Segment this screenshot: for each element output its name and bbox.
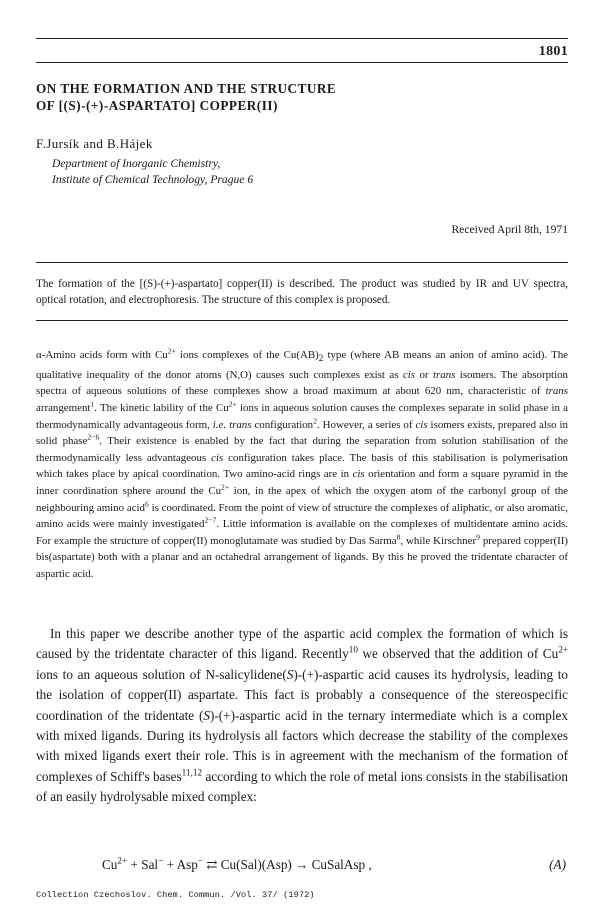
received-date: Received April 8th, 1971 bbox=[451, 223, 568, 236]
abstract-bottom-rule bbox=[36, 320, 568, 321]
ref-10: 10 bbox=[348, 645, 358, 656]
abstract-top-rule bbox=[36, 262, 568, 263]
ref-6: 6 bbox=[145, 498, 149, 508]
affiliation bbox=[52, 156, 253, 188]
body-paragraph: In this paper we describe another type of the aspartic acid complex the formation of which is caused by the tridentate character of this ligand. Recently$^{10}$ we observed that the addition of $Cu^{2+}$ ions to an aqueous solution of N-salicylidene(S)-(+)-aspartic acid causes its hydrolysis, leading to the isolation of copper(II) aspartate. This fact is probably a consequence of the stereospecific coordination of the tridentate (S)-(+)-aspartic acid in the ternary intermediate which is a complex with mixed ligands. During its hydrolysis all factors which decrease the stability of the complexes with mixed ligands exert their role. This is in agreement with the mechanism of the formation of complexes of Schiff's bases$^{11,12}$ according to which the role of metal ions consists in the stabilisation of an easily hydrolysable mixed complex: bbox=[36, 626, 569, 805]
equation-a bbox=[36, 857, 568, 879]
title-line-1: ON THE FORMATION AND THE STRUCTURE bbox=[36, 81, 337, 96]
ref-11-12: 11,12 bbox=[181, 767, 203, 778]
equation-expression: $Cu^{2+} + Sal^- + Asp^-$ ⇄ Cu(Sal)(Asp) → CuSalAsp , bbox=[102, 855, 372, 872]
ref-1: 1 bbox=[90, 399, 95, 409]
affiliation-line-1: Department of Inorganic Chemistry, bbox=[52, 157, 221, 170]
ref-2: 2 bbox=[313, 415, 317, 425]
page-number: 1801 bbox=[538, 44, 568, 59]
ref-2-6: 2−6 bbox=[87, 432, 100, 442]
header-rule bbox=[36, 62, 568, 63]
ref-9: 9 bbox=[476, 532, 480, 542]
abstract: The formation of the [(S)-(+)-aspartato] copper(II) is described. The product was studied by IR and UV spectra, optical rotation, and electrophoresis. The structure of this complex is proposed. bbox=[36, 278, 568, 307]
ref-2-7: 2−7 bbox=[204, 515, 217, 525]
affiliation-line-2: Institute of Chemical Technology, Prague 6 bbox=[52, 173, 254, 186]
top-rule bbox=[36, 38, 568, 39]
article-title bbox=[36, 80, 556, 114]
ref-8: 8 bbox=[396, 532, 401, 542]
equation-label: (A) bbox=[549, 857, 566, 872]
title-line-2: OF [(S)-(+)-ASPARTATO] COPPER(II) bbox=[36, 98, 278, 113]
journal-citation-footer: Collection Czechoslov. Chem. Commun. /Vol. 37/ (1972) bbox=[36, 890, 315, 900]
intro-paragraph: α-Amino acids form with $Cu^{2+}$ ions complexes of the $Cu(AB)_2$ type (where AB means an anion of amino acid). The qualitative inequality of the donor atoms (N,O) causes such complexes exist as cis or trans isomers. The absorption spectra of aqueous solutions of these complexes show a broad maximum at about 620 nm, characteristic of trans arrangement$^1$. The kinetic lability of the $Cu^{2+}$ ions in aqueous solution causes the complexes separate in solid phase in a thermodynamically advantageous form, i.e. trans configuration$^2$. However, a series of cis isomers exists, prepared also in solid phase$^{2-6}$. Their existence is enabled by the fact that during the separation from solution stabilisation of the thermodynamically less advantageous cis configuration takes place. The basis of this stabilisation is polymerisation which takes place by apical coordination. Two amino-acid rings are in cis orientation and form a square pyramid in the inner coordination sphere around the $Cu^{2+}$ ion, in the apex of which the oxygen atom of the carbonyl group of the neighbouring amino acid$^6$ is coordinated. From the point of view of structure the complexes of aliphatic, or also aromatic, amino acids were mainly investigated$^{2-7}$. Little information is available on the complexes of multidentate amino acids. For example the structure of copper(II) monoglutamate was studied by Das Sarma$^8$, while Kirschner$^9$ prepared copper(II) bis(aspartate) both with a planar and an octahedral arrangement of ligands. By this he proved the tridentate character of aspartic acid. bbox=[36, 346, 569, 580]
authors: F.Jursík and B.Hájek bbox=[36, 136, 153, 151]
